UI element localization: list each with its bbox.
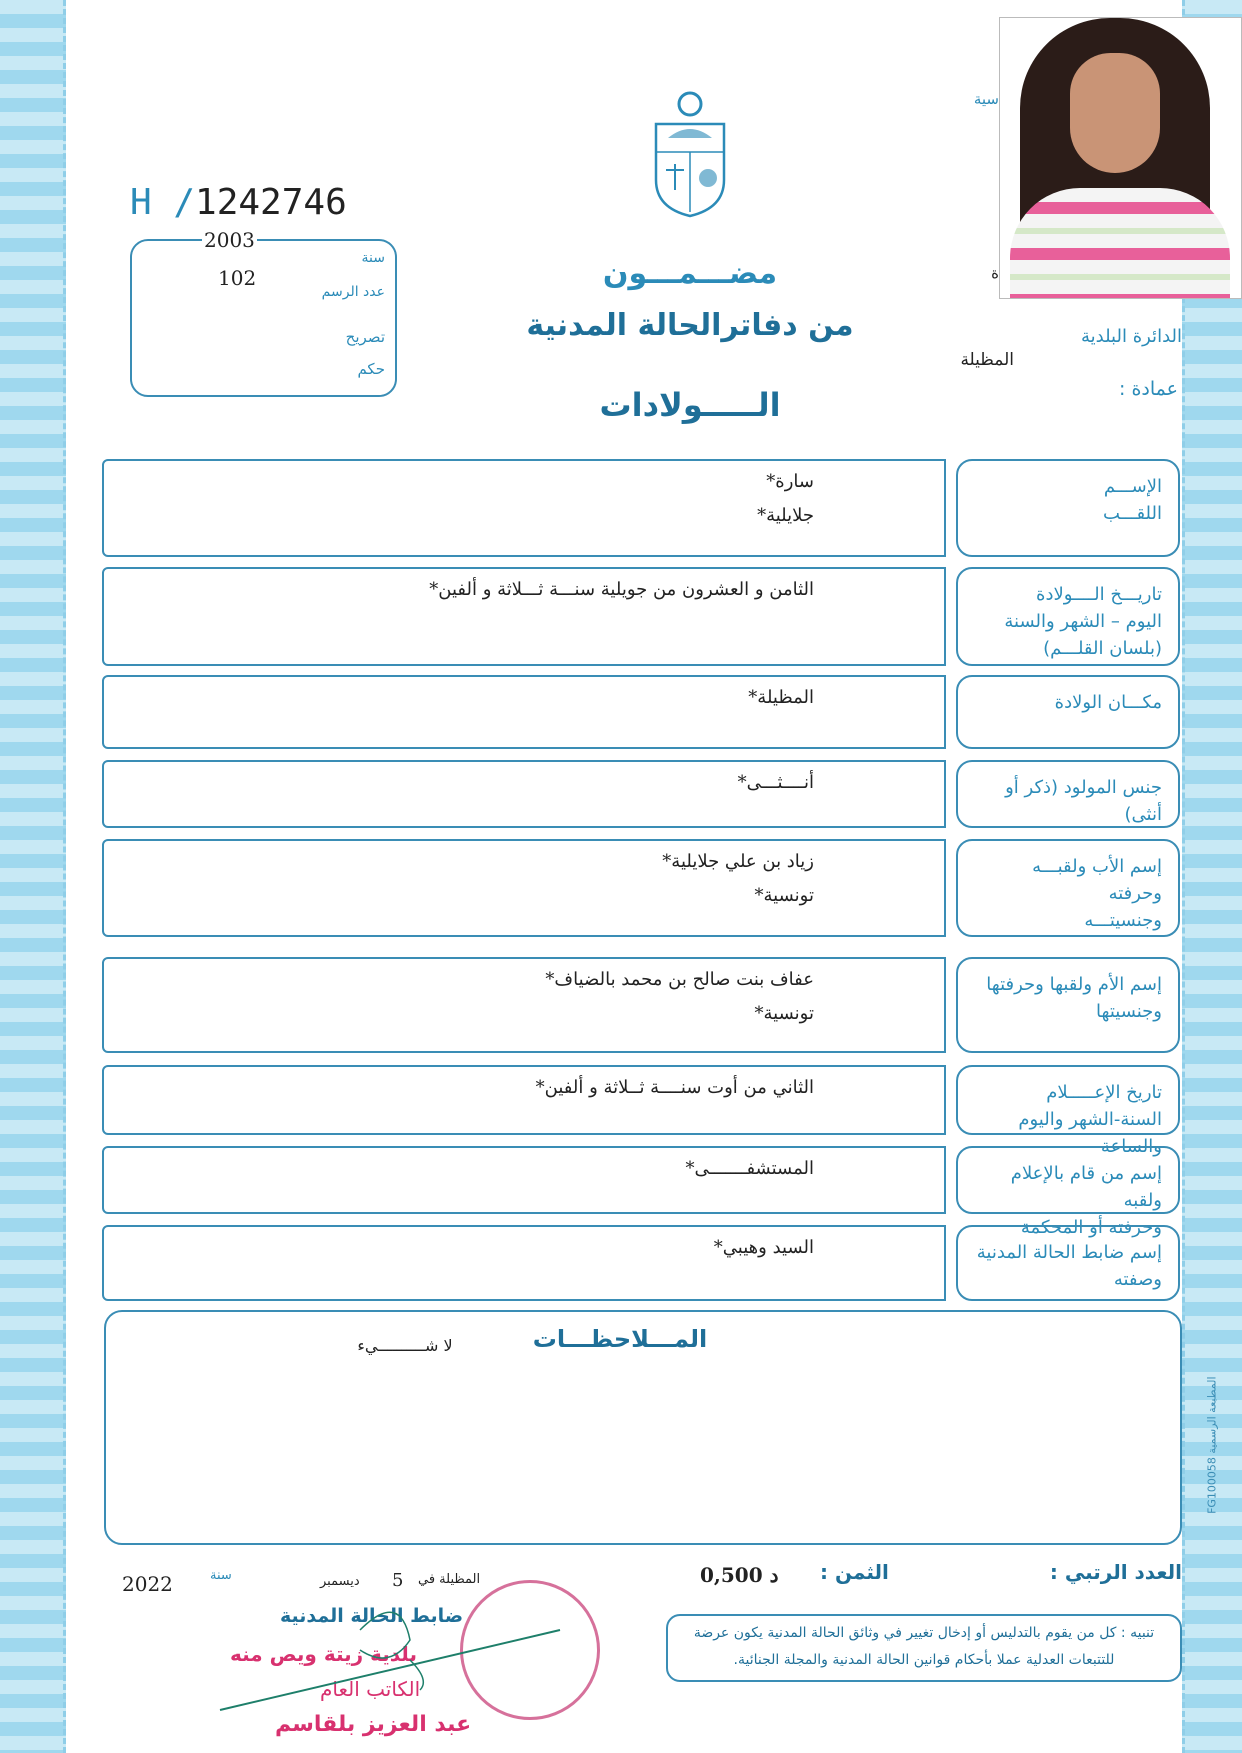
stamp-line-2: الكاتب العام	[320, 1677, 421, 1701]
issue-year-label: سنة	[210, 1568, 232, 1583]
remarks-value: لا شــــــــــيء	[357, 1336, 453, 1355]
field-value-sex	[102, 760, 946, 828]
municipal-label: الدائرة البلدية	[1080, 326, 1182, 347]
id-photo	[999, 17, 1242, 299]
signature-icon	[210, 1600, 570, 1720]
label-line: اللقـــب	[1102, 503, 1162, 524]
stamp-line-1: بلدية زيتة ويص منه	[230, 1642, 417, 1666]
field-label-sex	[956, 760, 1180, 828]
label-line: وجنسيتها	[1096, 1001, 1162, 1022]
field-value-mother	[102, 957, 946, 1053]
value-line: تونسية*	[754, 1003, 814, 1025]
value-line: عفاف بنت صالح بن محمد بالضياف*	[545, 969, 814, 990]
value-line: جلايلية*	[757, 505, 814, 527]
title-registers: من دفاترالحالة المدنية	[526, 308, 854, 343]
label-line: تاريخ الإعـــــلام	[1046, 1082, 1162, 1103]
field-value-father	[102, 839, 946, 937]
issue-month: ديسمبر	[320, 1574, 360, 1589]
year-label: سنة	[361, 250, 385, 266]
field-label-father	[956, 839, 1180, 937]
label-line: إسم من قام بالإعلام ولقبه	[1010, 1163, 1162, 1211]
issue-year: 2022	[122, 1572, 173, 1596]
serial-number: 1242746	[195, 182, 347, 223]
municipality-value: المظيلة	[960, 350, 1014, 370]
field-value-declarant	[102, 1146, 946, 1214]
field-value-declaration-date	[102, 1065, 946, 1135]
label-line: وحرفته أو المحكمة	[1020, 1217, 1162, 1238]
label-line: إسم ضابط الحالة المدنية	[976, 1242, 1162, 1263]
field-value-civil-officer	[102, 1225, 946, 1301]
price-label: الثمن :	[820, 1560, 889, 1584]
value-line: تونسية*	[754, 885, 814, 907]
printer-mark: المطبعة الرسمية FG100058	[1205, 1376, 1219, 1514]
field-value-birth-date	[102, 567, 946, 666]
label-line: وصفته	[1113, 1269, 1162, 1290]
field-label-declaration-date	[956, 1065, 1180, 1157]
serial-prefix: H /	[130, 182, 196, 223]
photo-side-text-top: سية	[973, 90, 999, 108]
value-line: أنــــثـــى*	[737, 772, 814, 793]
label-line: إسم الأب ولقبـــه وحرفته	[1032, 856, 1162, 904]
value-line: الثامن و العشرون من جويلية سنـــة ثـــلاثة و ألفين*	[429, 579, 814, 600]
security-border-left	[0, 0, 66, 1753]
label-line: اليوم – الشهر والسنة	[1004, 611, 1162, 632]
label-line: تاريـــخ الــــولادة	[1036, 584, 1162, 605]
field-label-birth-date	[956, 567, 1180, 666]
field-label-birth-place	[956, 675, 1180, 749]
title-content: مضـــمـــون	[602, 256, 778, 291]
value-line: المظيلة*	[748, 687, 814, 708]
label-line: إسم الأم ولقبها وحرفتها	[986, 974, 1162, 995]
field-label-civil-officer	[956, 1225, 1180, 1301]
issue-day: 5	[392, 1570, 404, 1591]
price-value: 0,500 د	[700, 1563, 779, 1587]
value-line: المستشفـــــــى*	[685, 1158, 814, 1179]
label-line: مكـــان الولادة	[1054, 692, 1162, 713]
imada-label: عمادة :	[1119, 378, 1178, 400]
remarks-title: المـــلاحظـــات	[532, 1325, 708, 1353]
value-line: سارة*	[766, 471, 814, 492]
record-number: 102	[218, 266, 257, 290]
photo-side-text-bottom: ة	[991, 264, 999, 282]
field-label-mother	[956, 957, 1180, 1053]
declaration-label: تصريح	[345, 328, 385, 346]
label-line: السنة-الشهر واليوم والساعة	[1018, 1109, 1162, 1157]
title-births: الـــــولادات	[599, 386, 781, 424]
value-line: الثاني من أوت سنــــة ثــلاثة و ألفين*	[535, 1077, 814, 1098]
judgment-label: حكم	[357, 360, 385, 378]
field-value-birth-place	[102, 675, 946, 749]
officer-title: ضابط الحالة المدنية	[280, 1605, 464, 1627]
field-label-declarant	[956, 1146, 1180, 1238]
issue-place: المظيلة في	[418, 1572, 481, 1587]
value-line: زياد بن علي جلايلية*	[662, 851, 814, 872]
notice-text: تنبيه : كل من يقوم بالتدليس أو إدخال تغيير في وثائق الحالة المدنية يكون عرضة للتتبعات العدلية عملا بأحكام قوانين الحالة المدنية والمجلة الجنائية.	[693, 1625, 1155, 1668]
label-line: (بلسان القلـــم)	[1043, 638, 1162, 659]
label-line: جنس المولود (ذكر أو أنثى)	[1005, 777, 1162, 825]
label-line: وجنسيتـــه	[1084, 910, 1162, 931]
serial-label: العدد الرتبي :	[1049, 1560, 1182, 1584]
label-line: الإســـم	[1103, 476, 1162, 497]
field-value-name-surname	[102, 459, 946, 557]
stamp-line-3: عبد العزيز بلقاسم	[275, 1712, 472, 1737]
record-year: 2003	[204, 228, 255, 252]
serial	[130, 182, 347, 224]
tunisia-coat-of-arms-icon	[648, 90, 732, 218]
value-line: السيد وهيبي*	[713, 1237, 814, 1258]
field-label-name-surname	[956, 459, 1180, 557]
record-label: عدد الرسم	[321, 284, 385, 300]
